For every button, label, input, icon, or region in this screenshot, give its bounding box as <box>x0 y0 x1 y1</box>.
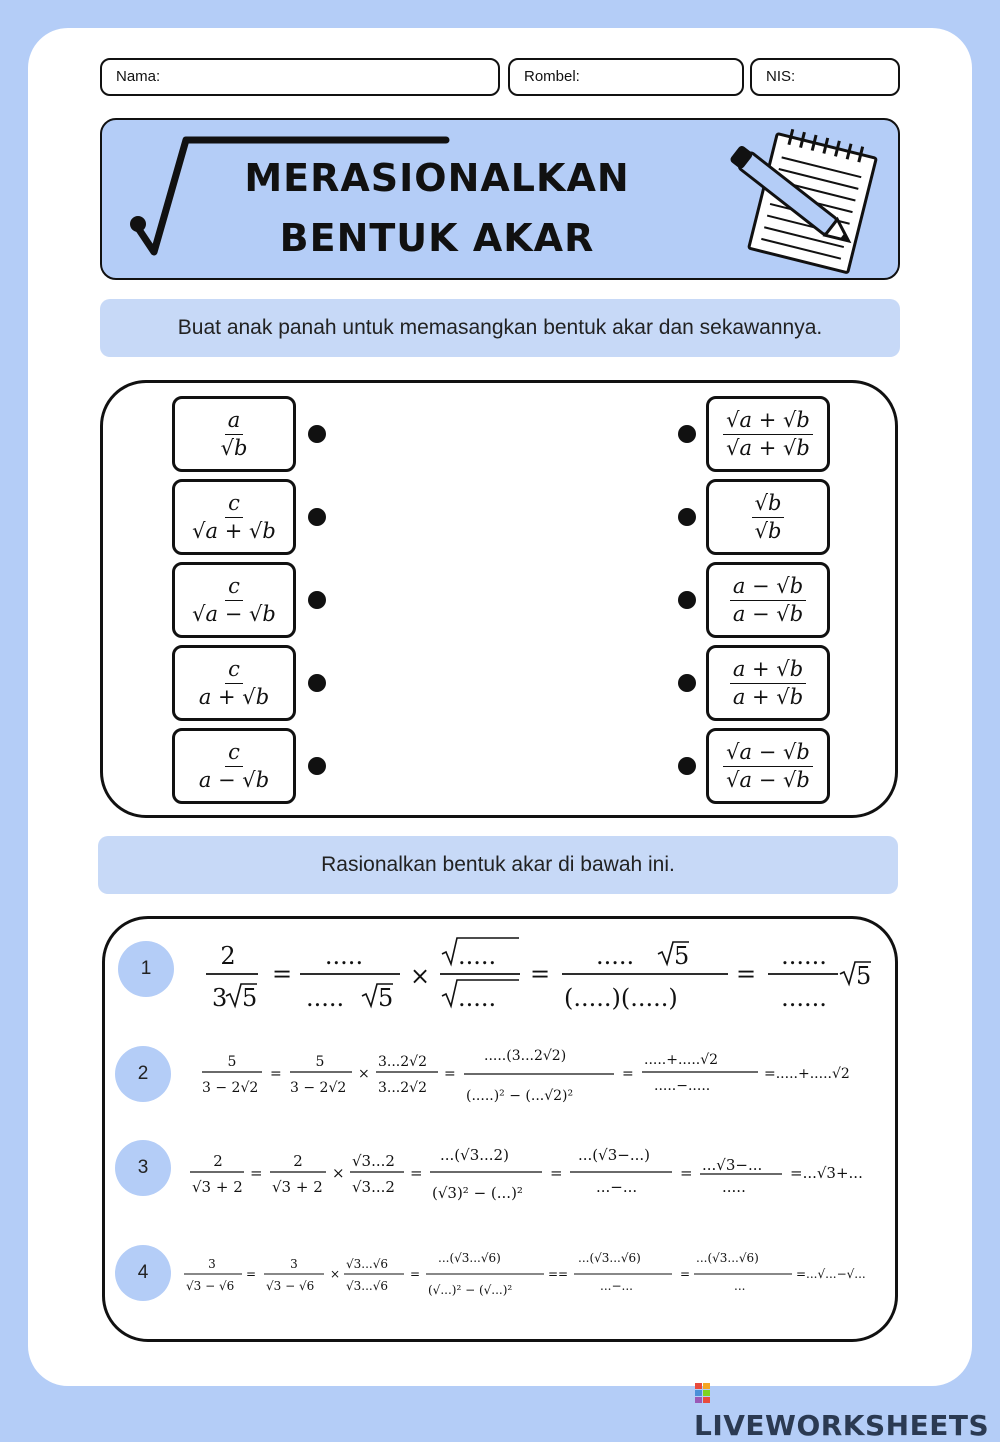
right-connector-dot-5[interactable] <box>678 757 696 775</box>
right-card-1 <box>706 396 830 472</box>
rombel-label: Rombel: <box>524 68 580 85</box>
fraction <box>723 739 813 792</box>
nis-field[interactable] <box>750 58 900 96</box>
svg-text:...−...: ...−... <box>596 1178 638 1196</box>
numerator: √a + √b <box>723 407 813 434</box>
svg-text:=: = <box>410 1164 423 1182</box>
svg-text:×: × <box>358 1066 370 1082</box>
svg-text:(√...)² − (√...)²: (√...)² − (√...)² <box>428 1283 513 1297</box>
nis-input[interactable] <box>799 68 865 85</box>
svg-text:.....: ..... <box>596 942 635 970</box>
fraction <box>752 490 785 543</box>
svg-text:=: = <box>250 1164 263 1182</box>
right-connector-dot-2[interactable] <box>678 508 696 526</box>
svg-text:2: 2 <box>220 942 236 970</box>
svg-text:...(√3...√6): ...(√3...√6) <box>578 1251 641 1265</box>
numerator: √b <box>752 490 785 517</box>
svg-text:×: × <box>410 962 431 990</box>
fraction <box>723 407 813 460</box>
left-connector-dot-5[interactable] <box>308 757 326 775</box>
right-card-5 <box>706 728 830 804</box>
numerator: a − √b <box>730 573 806 600</box>
numerator: √a − √b <box>723 739 813 766</box>
numerator: a + √b <box>730 656 806 683</box>
left-connector-dot-1[interactable] <box>308 425 326 443</box>
svg-text:3...2√2: 3...2√2 <box>378 1054 427 1070</box>
svg-text:=: = <box>410 1267 421 1281</box>
svg-text:==: == <box>548 1267 569 1281</box>
right-connector-dot-3[interactable] <box>678 591 696 609</box>
left-card-3 <box>172 562 296 638</box>
matching-instruction: Buat anak panah untuk memasangkan bentuk akar dan sekawannya. <box>100 299 900 357</box>
problem-number-2: 2 <box>115 1046 171 1102</box>
fraction <box>196 739 272 792</box>
svg-text:(.....)(.....): (.....)(.....) <box>564 984 678 1012</box>
liveworksheets-logo <box>694 1376 1000 1442</box>
svg-text:.....+.....√2: .....+.....√2 <box>644 1052 719 1068</box>
svg-text:.....: ..... <box>306 984 345 1012</box>
svg-text:=: = <box>736 960 757 988</box>
svg-text:......: ...... <box>781 984 827 1012</box>
denominator: a − √b <box>732 601 804 626</box>
svg-text:3: 3 <box>290 1257 298 1271</box>
liveworksheets-logo-icon <box>694 1381 718 1405</box>
svg-text:√3...2: √3...2 <box>352 1152 395 1170</box>
svg-text:.....: ..... <box>458 984 497 1012</box>
svg-text:3...2√2: 3...2√2 <box>378 1080 427 1096</box>
svg-text:5: 5 <box>315 1054 325 1070</box>
fraction <box>730 573 806 626</box>
svg-text:√3 + 2: √3 + 2 <box>192 1178 243 1196</box>
svg-text:=.....+.....√2: =.....+.....√2 <box>764 1066 850 1082</box>
fraction <box>196 656 272 709</box>
denominator: √a + √b <box>726 435 810 460</box>
svg-text:3: 3 <box>212 984 228 1012</box>
svg-text:=...√...−√...: =...√...−√... <box>796 1267 866 1281</box>
denominator: √a − √b <box>726 767 810 792</box>
svg-text:=: = <box>680 1267 691 1281</box>
svg-text:√3...√6: √3...√6 <box>346 1257 389 1271</box>
numerator: c <box>225 490 243 517</box>
left-card-4 <box>172 645 296 721</box>
name-label: Nama: <box>116 68 161 85</box>
title-banner <box>100 118 900 280</box>
svg-text:3 − 2√2: 3 − 2√2 <box>290 1080 347 1096</box>
right-card-2 <box>706 479 830 555</box>
problem-4-equation[interactable] <box>182 1240 904 1310</box>
denominator: √a + √b <box>192 518 276 543</box>
title-line-1: MERASIONALKAN <box>244 156 630 200</box>
svg-text:5: 5 <box>242 984 258 1012</box>
svg-text:√3 − √6: √3 − √6 <box>266 1279 315 1293</box>
right-connector-dot-1[interactable] <box>678 425 696 443</box>
svg-text:...(√3...√6): ...(√3...√6) <box>438 1251 501 1265</box>
svg-text:=: = <box>444 1066 456 1082</box>
svg-text:=: = <box>680 1164 693 1182</box>
problem-number-4: 4 <box>115 1245 171 1301</box>
svg-text:=: = <box>550 1164 563 1182</box>
denominator: √b <box>754 518 782 543</box>
rombel-input[interactable] <box>584 68 715 85</box>
svg-text:×: × <box>330 1267 341 1281</box>
svg-text:...(√3−...): ...(√3−...) <box>578 1146 650 1164</box>
svg-text:3 − 2√2: 3 − 2√2 <box>202 1080 259 1096</box>
svg-text:√3 − √6: √3 − √6 <box>186 1279 235 1293</box>
svg-text:=...√3+...: =...√3+... <box>790 1164 863 1182</box>
svg-text:=: = <box>246 1267 257 1281</box>
problem-1-equation[interactable] <box>200 932 890 1016</box>
svg-text:=: = <box>622 1066 634 1082</box>
fraction <box>189 490 279 543</box>
svg-text:...−...: ...−... <box>600 1279 633 1293</box>
problem-number-1: 1 <box>118 941 174 997</box>
name-input[interactable] <box>164 68 393 85</box>
svg-text:√3 + 2: √3 + 2 <box>272 1178 323 1196</box>
left-card-2 <box>172 479 296 555</box>
rationalize-instruction: Rasionalkan bentuk akar di bawah ini. <box>98 836 898 894</box>
svg-text:.....: ..... <box>324 942 364 970</box>
left-connector-dot-3[interactable] <box>308 591 326 609</box>
left-connector-dot-4[interactable] <box>308 674 326 692</box>
svg-text:3: 3 <box>208 1257 216 1271</box>
fraction <box>218 407 251 460</box>
numerator: a <box>225 407 244 434</box>
svg-text:5: 5 <box>856 962 872 990</box>
denominator: a + √b <box>198 684 270 709</box>
svg-text:(√3)² − (...)²: (√3)² − (...)² <box>432 1184 523 1202</box>
svg-text:√3...2: √3...2 <box>352 1178 395 1196</box>
svg-text:√3...√6: √3...√6 <box>346 1279 389 1293</box>
numerator: c <box>225 656 243 683</box>
nis-label: NIS: <box>766 68 796 85</box>
logo-text: LIVEWORKSHEETS <box>694 1409 990 1442</box>
svg-text:2: 2 <box>213 1152 223 1170</box>
denominator: a + √b <box>732 684 804 709</box>
svg-text:...(√3...2): ...(√3...2) <box>440 1146 509 1164</box>
svg-text:5: 5 <box>674 942 690 970</box>
left-card-1 <box>172 396 296 472</box>
svg-text:=: = <box>530 960 551 988</box>
svg-text:5: 5 <box>378 984 394 1012</box>
rombel-field[interactable] <box>508 58 744 96</box>
left-connector-dot-2[interactable] <box>308 508 326 526</box>
title-line-2: BENTUK AKAR <box>279 216 595 260</box>
denominator: √a − √b <box>192 601 276 626</box>
denominator: a − √b <box>198 767 270 792</box>
svg-text:=: = <box>270 1066 282 1082</box>
svg-text:5: 5 <box>227 1054 237 1070</box>
svg-text:2: 2 <box>293 1152 303 1170</box>
svg-text:×: × <box>332 1164 345 1182</box>
fraction <box>189 573 279 626</box>
right-card-4 <box>706 645 830 721</box>
svg-text:...(√3...√6): ...(√3...√6) <box>696 1251 759 1265</box>
name-field[interactable] <box>100 58 500 96</box>
right-connector-dot-4[interactable] <box>678 674 696 692</box>
left-card-5 <box>172 728 296 804</box>
svg-text:.....: ..... <box>722 1178 746 1196</box>
fraction <box>730 656 806 709</box>
numerator: c <box>225 739 243 766</box>
svg-text:.....(3...2√2): .....(3...2√2) <box>484 1048 567 1064</box>
denominator: √b <box>220 435 248 460</box>
notepad-pencil-icon <box>702 126 872 276</box>
svg-text:.....−.....: .....−..... <box>654 1078 711 1094</box>
numerator: c <box>225 573 243 600</box>
right-card-3 <box>706 562 830 638</box>
problem-number-3: 3 <box>115 1140 171 1196</box>
svg-text:=: = <box>272 960 293 988</box>
problem-2-equation[interactable] <box>198 1040 890 1112</box>
problem-3-equation[interactable] <box>186 1134 890 1214</box>
svg-text:...: ... <box>734 1279 746 1293</box>
svg-text:...√3−...: ...√3−... <box>702 1156 763 1174</box>
svg-text:......: ...... <box>781 942 827 970</box>
svg-text:(.....)² − (...√2)²: (.....)² − (...√2)² <box>466 1088 574 1104</box>
svg-text:.....: ..... <box>458 942 497 970</box>
